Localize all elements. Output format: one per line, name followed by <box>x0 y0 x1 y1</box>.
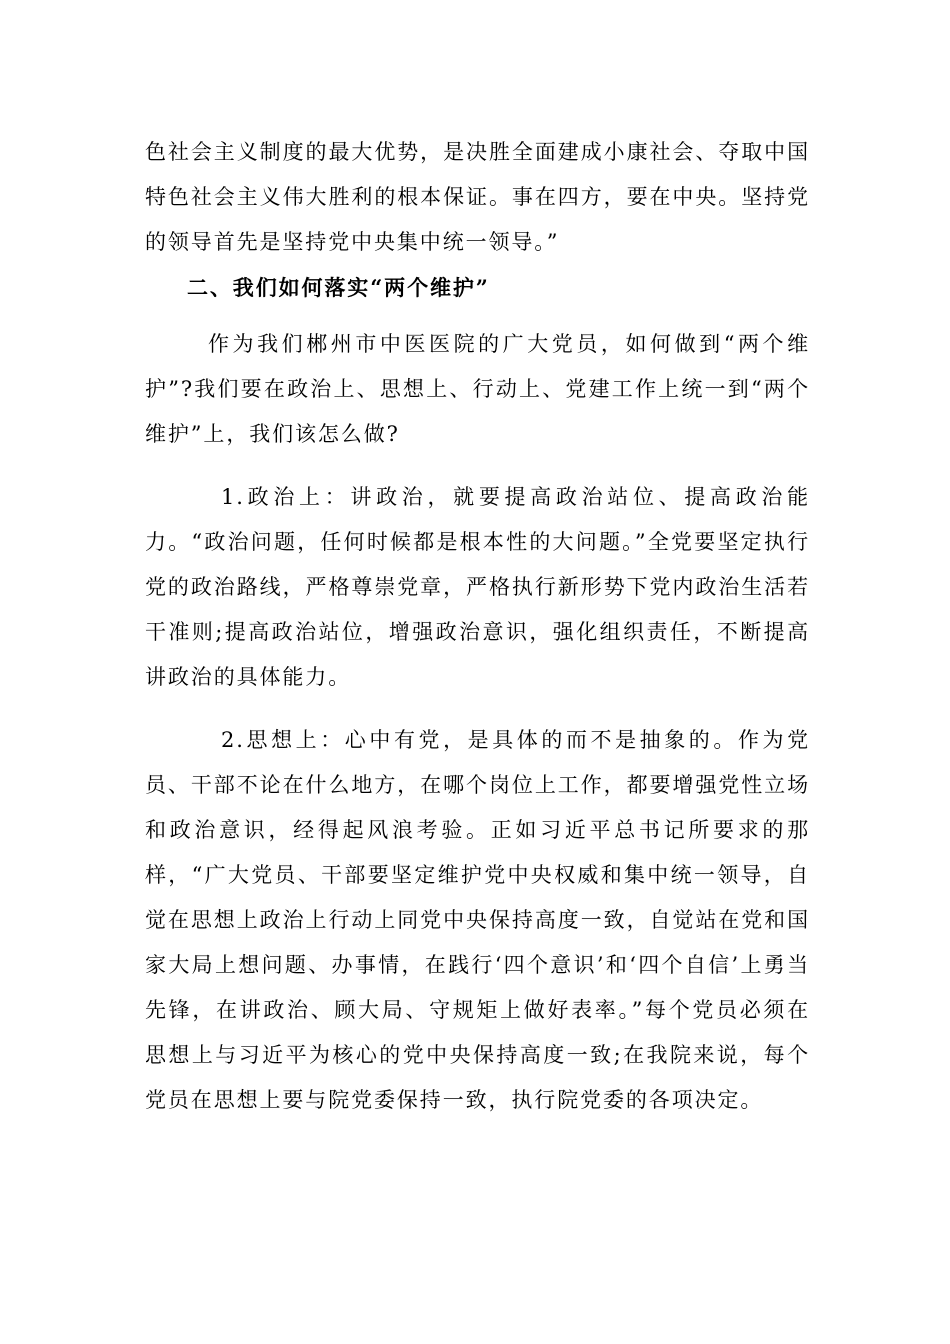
paragraph-ideological: 2.思想上：心中有党，是具体的而不是抽象的。作为党员、干部不论在什么地方，在哪个岗位上工作，都要增强党性立场和政治意识，经得起风浪考验。正如习近平总书记所要求的那样，“广大党员、干部要坚定维护党中央权威和集中统一领导，自觉在思想上政治上行动上同党中央保持高度一致，自觉站在党和国家大局上想问题、办事情，在践行‘四个意识’和‘四个自信’上勇当先锋，在讲政治、顾大局、守规矩上做好表率。”每个党员必须在思想上与习近平为核心的党中央保持高度一致;在我院来说，每个党员在思想上要与院党委保持一致，执行院党委的各项决定。 <box>145 728 810 1112</box>
section-heading: 二、我们如何落实“两个维护” <box>187 275 490 300</box>
paragraph-continuation: 色社会主义制度的最大优势，是决胜全面建成小康社会、夺取中国特色社会主义伟大胜利的根本保证。事在四方，要在中央。坚持党的领导首先是坚持党中央集中统一领导。” <box>145 140 810 254</box>
paragraph-political: 1.政治上：讲政治，就要提高政治站位、提高政治能力。“政治问题，任何时候都是根本性的大问题。”全党要坚定执行党的政治路线，严格尊崇党章，严格执行新形势下党内政治生活若干准则;提高政治站位，增强政治意识，强化组织责任，不断提高讲政治的具体能力。 <box>145 485 810 689</box>
document-body <box>145 130 810 1123</box>
paragraph-intro: 作为我们郴州市中医医院的广大党员，如何做到“两个维护”?我们要在政治上、思想上、行动上、党建工作上统一到“两个维护”上，我们该怎么做? <box>145 332 810 446</box>
